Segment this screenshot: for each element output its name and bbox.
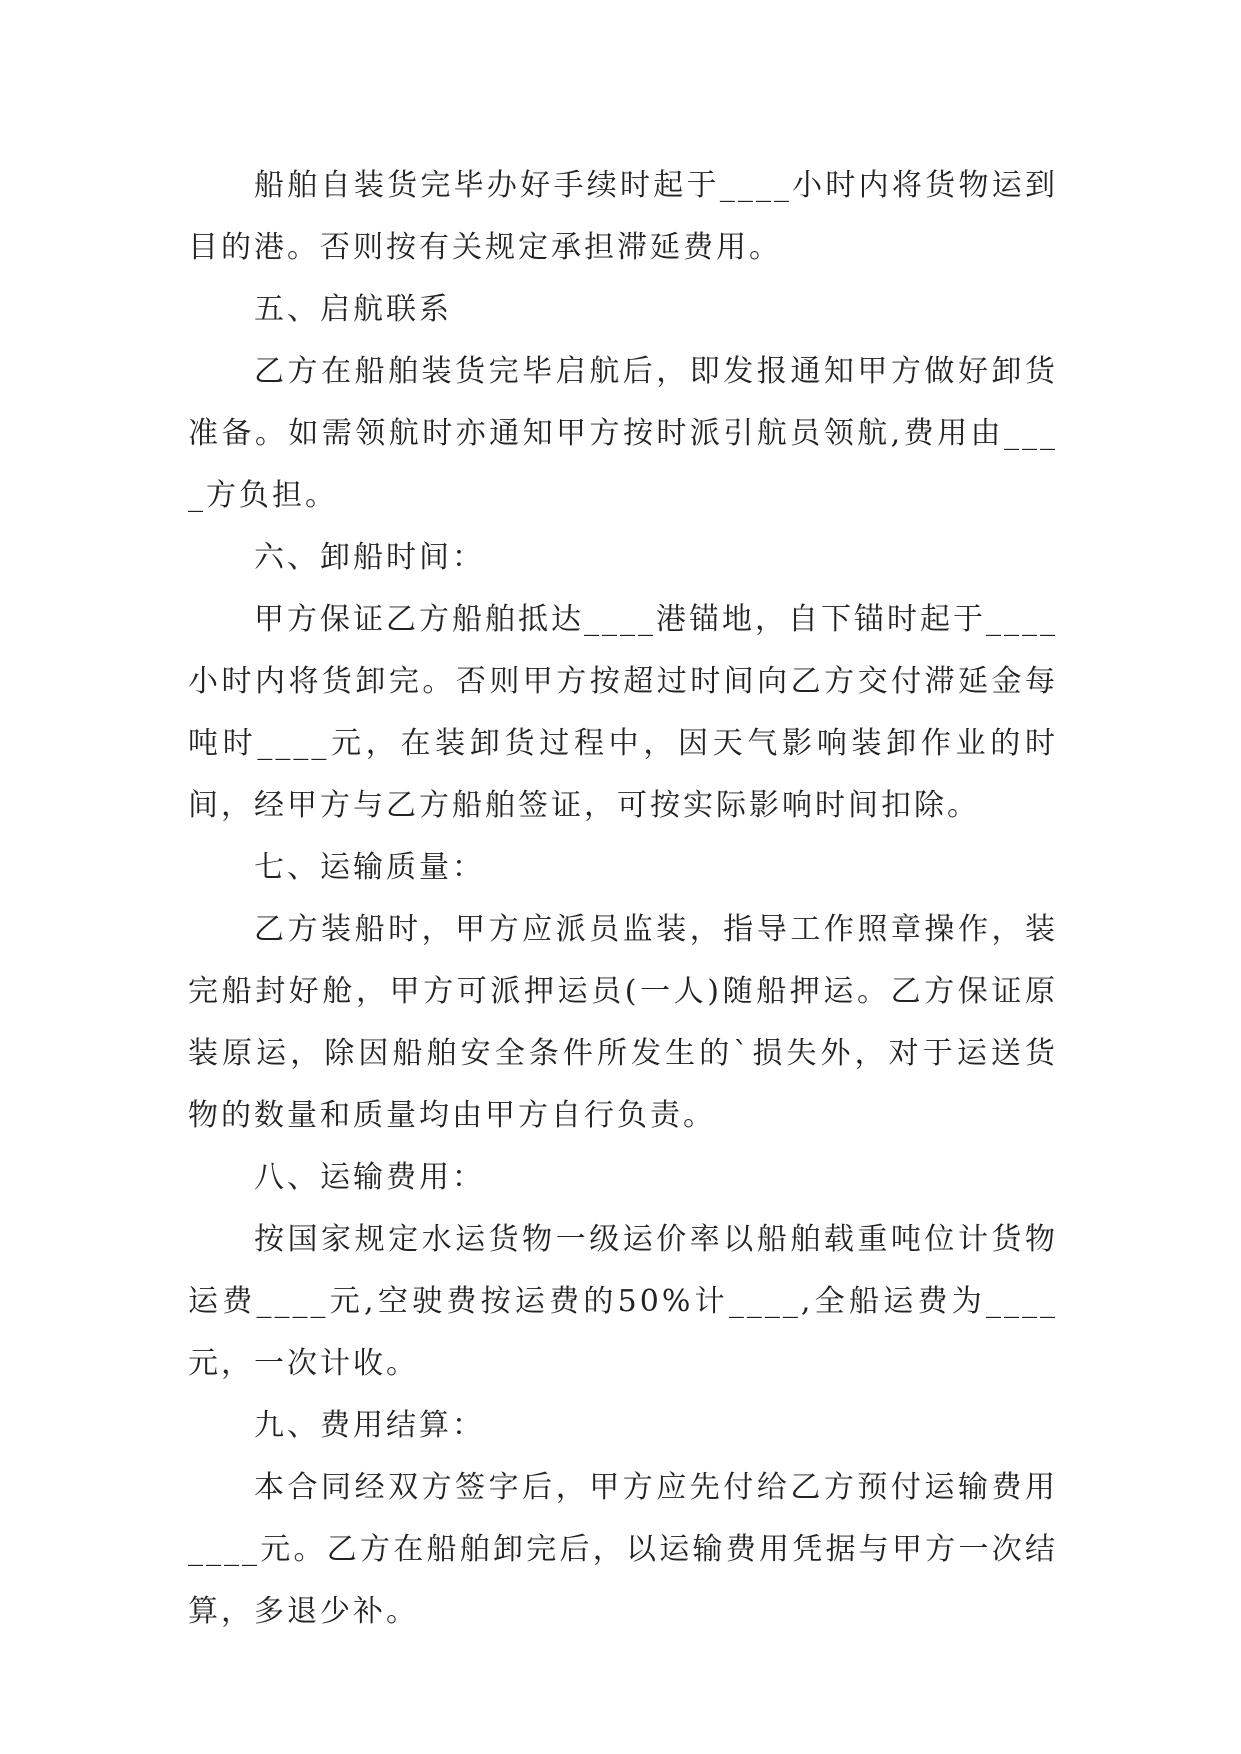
paragraph-fee-settlement: 本合同经双方签字后，甲方应先付给乙方预付运输费用____元。乙方在船舶卸完后，以运输费用凭据与甲方一次结算，多退少补。	[188, 1470, 1058, 1629]
heading-departure-contact: 五、启航联系	[254, 292, 452, 327]
paragraph-unloading-time: 甲方保证乙方船舶抵达____港锚地，自下锚时起于____小时内将货卸完。否则甲方按超过时间向乙方交付滞延金每吨时____元，在装卸货过程中，因天气影响装卸作业的时间，经甲方与乙方船舶签证，可按实际影响时间扣除。	[188, 602, 1058, 823]
paragraph-departure-contact: 乙方在船舶装货完毕启航后，即发报通知甲方做好卸货准备。如需领航时亦通知甲方按时派引航员领航,费用由____方负担。	[188, 354, 1058, 513]
document-body	[188, 155, 1058, 1643]
heading-fee-settlement: 九、费用结算：	[254, 1408, 485, 1443]
paragraph-transport-quality: 乙方装船时，甲方应派员监装，指导工作照章操作，装完船封好舱，甲方可派押运员(一人)随船押运。乙方保证原装原运，除因船舶安全条件所发生的`损失外，对于运送货物的数量和质量均由甲方自行负责。	[188, 912, 1058, 1133]
paragraph-transport-fees: 按国家规定水运货物一级运价率以船舶载重吨位计货物运费____元,空驶费按运费的50%计____,全船运费为____元，一次计收。	[188, 1222, 1058, 1381]
heading-unloading-time: 六、卸船时间：	[254, 540, 485, 575]
heading-transport-quality: 七、运输质量：	[254, 850, 485, 885]
paragraph-shipping-time: 船舶自装货完毕办好手续时起于____小时内将货物运到目的港。否则按有关规定承担滞延费用。	[188, 168, 1058, 265]
heading-transport-fees: 八、运输费用：	[254, 1160, 485, 1195]
